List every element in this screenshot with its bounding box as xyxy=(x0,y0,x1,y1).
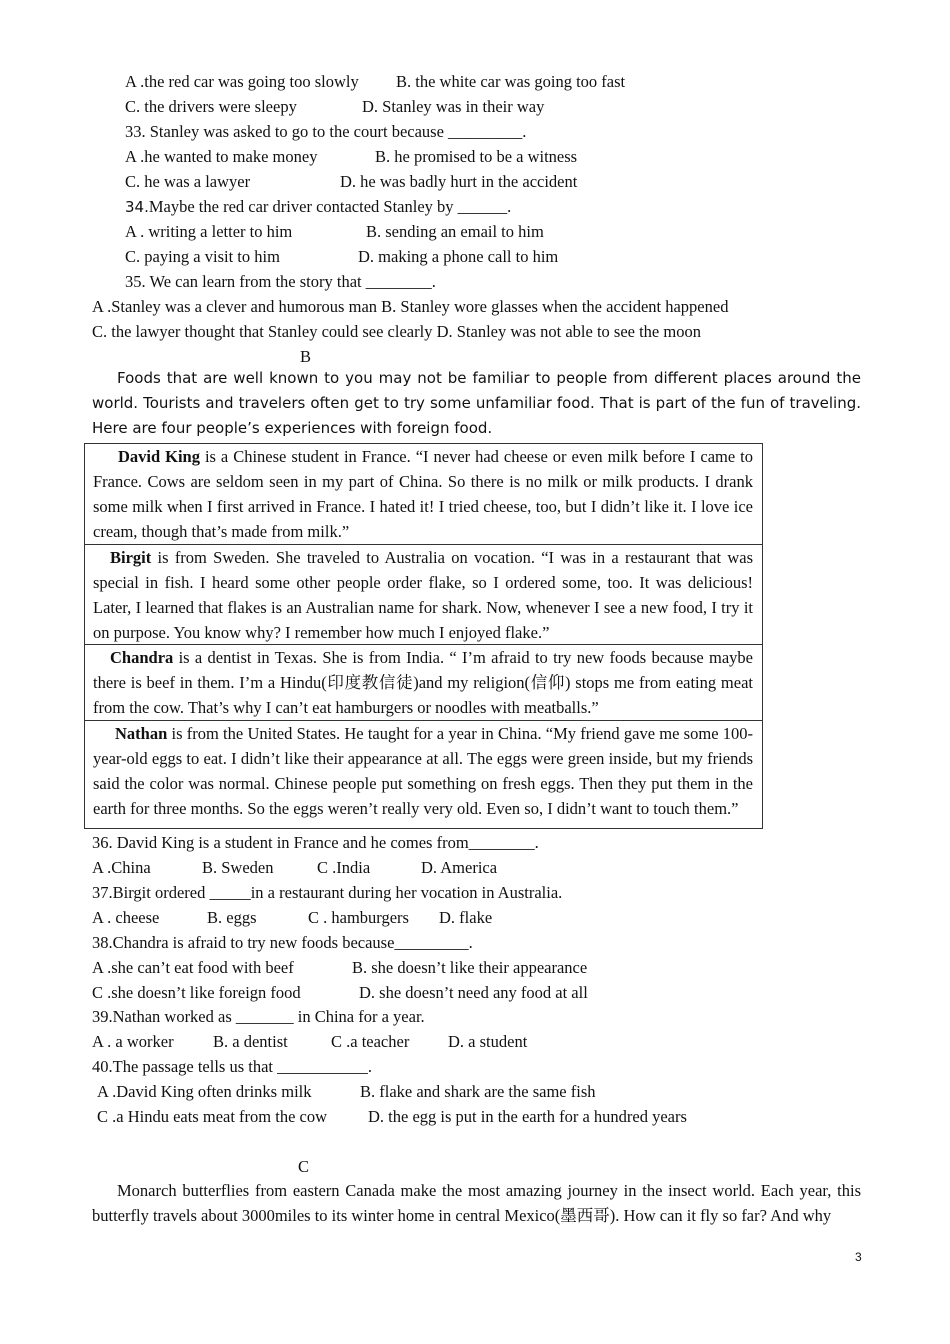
q36-option-b: B. Sweden xyxy=(202,858,274,877)
q37-option-a: A . cheese xyxy=(92,908,160,927)
q33-question: 33. Stanley was asked to go to the court because _________. xyxy=(125,122,527,141)
q39-option-a: A . a worker xyxy=(92,1032,174,1051)
q33-option-b: B. he promised to be a witness xyxy=(375,147,578,166)
section-c-paragraph xyxy=(92,1178,861,1228)
q34-option-a: A . writing a letter to him xyxy=(125,222,293,241)
q32-option-a: A .the red car was going too slowly xyxy=(125,72,359,91)
q39-option-c: C .a teacher xyxy=(331,1032,410,1051)
q36-option-c: C .India xyxy=(317,858,371,877)
person-name: Chandra xyxy=(110,648,174,667)
page-number: 3 xyxy=(855,1250,862,1264)
person-text: is a Chinese student in France. “I never had cheese or even milk before I came to France. Cows are seldom seen in my part of China. So there is no milk or milk products. I drank some milk when I first arrived in France. I hated it! I tried cheese, too, but I didn’t like it. I love ice cream, though that’s made from milk.” xyxy=(93,447,753,541)
q34-text: Maybe the red car driver contacted Stanley by ______. xyxy=(148,197,512,216)
q35-options-ab: A .Stanley was a clever and humorous man B. Stanley wore glasses when the accident happened xyxy=(92,297,729,316)
q32-option-b: B. the white car was going too fast xyxy=(396,72,626,91)
q37-question: 37.Birgit ordered _____in a restaurant during her vocation in Australia. xyxy=(92,883,563,902)
q40-question: 40.The passage tells us that ___________. xyxy=(92,1057,373,1076)
q36-option-d: D. America xyxy=(421,858,498,877)
q39-option-b: B. a dentist xyxy=(213,1032,288,1051)
q39-option-d: D. a student xyxy=(448,1032,528,1051)
q34-option-b: B. sending an email to him xyxy=(366,222,544,241)
q40-option-a: A .David King often drinks milk xyxy=(97,1082,312,1101)
q34-number: 34. xyxy=(125,198,149,216)
q37-option-c: C . hamburgers xyxy=(308,908,409,927)
q34-option-d: D. making a phone call to him xyxy=(358,247,559,266)
section-b-intro xyxy=(92,366,861,441)
section-c-heading: C xyxy=(298,1157,310,1176)
person-text: is a dentist in Texas. She is from India. “ I’m afraid to try new foods because maybe there is beef in them. I’m a Hindu(印度教信徒)and my religion(信仰) stops me from eating meat from the cow. That’s why I can’t eat hamburgers or noodles with meatballs.” xyxy=(93,648,753,717)
section-b-intro-text: Foods that are well known to you may not be familiar to people from different places around the world. Tourists and travelers often get to try some unfamiliar food. That is part of the fun of traveling. Here are four people’s experiences with foreign food. xyxy=(92,369,861,437)
q40-option-c: C .a Hindu eats meat from the cow xyxy=(97,1107,328,1126)
experience-birgit xyxy=(85,545,762,645)
experiences-table xyxy=(84,443,763,829)
q33-option-a: A .he wanted to make money xyxy=(125,147,318,166)
person-text: is from the United States. He taught for a year in China. “My friend gave me some 100-year-old eggs to eat. I didn’t like their appearance at all. The eggs were green inside, but my friends said the color was normal. Chinese people put something on fresh eggs. Then they put them in the earth for three months. So the eggs weren’t really very old. Even so, I didn’t want to touch them.” xyxy=(93,724,753,818)
q33-option-d: D. he was badly hurt in the accident xyxy=(340,172,578,191)
experience-chandra xyxy=(85,645,762,721)
person-name: David King xyxy=(118,447,200,466)
q35-options-cd: C. the lawyer thought that Stanley could see clearly D. Stanley was not able to see the moon xyxy=(92,322,701,341)
q34-option-c: C. paying a visit to him xyxy=(125,247,280,266)
q39-question: 39.Nathan worked as _______ in China for a year. xyxy=(92,1007,425,1026)
person-name: Birgit xyxy=(110,548,152,567)
q36-question: 36. David King is a student in France and he comes from________. xyxy=(92,833,539,852)
q32-option-c: C. the drivers were sleepy xyxy=(125,97,297,116)
experience-david-king xyxy=(85,444,762,545)
person-name: Nathan xyxy=(115,724,168,743)
q40-option-d: D. the egg is put in the earth for a hundred years xyxy=(368,1107,687,1126)
q37-option-b: B. eggs xyxy=(207,908,257,927)
section-b-heading: B xyxy=(300,347,312,366)
experience-nathan xyxy=(85,721,762,828)
q38-option-b: B. she doesn’t like their appearance xyxy=(352,958,588,977)
q36-option-a: A .China xyxy=(92,858,151,877)
q38-option-a: A .she can’t eat food with beef xyxy=(92,958,294,977)
q32-option-d: D. Stanley was in their way xyxy=(362,97,545,116)
q38-option-d: D. she doesn’t need any food at all xyxy=(359,983,588,1002)
q37-option-d: D. flake xyxy=(439,908,493,927)
q38-question: 38.Chandra is afraid to try new foods because_________. xyxy=(92,933,473,952)
q38-option-c: C .she doesn’t like foreign food xyxy=(92,983,301,1002)
q33-option-c: C. he was a lawyer xyxy=(125,172,251,191)
q34-question xyxy=(125,197,511,217)
person-text: is from Sweden. She traveled to Australia on vocation. “I was in a restaurant that was special in fish. I heard some other people order flake, so I ordered some, too. It was delicious! Later, I learned that flakes is an Australian name for shark. Now, whenever I see a new food, I try it on purpose. You know why? I remember how much I enjoyed flake.” xyxy=(93,548,753,642)
q35-question: 35. We can learn from the story that ________. xyxy=(125,272,436,291)
q40-option-b: B. flake and shark are the same fish xyxy=(360,1082,596,1101)
section-c-text: Monarch butterflies from eastern Canada make the most amazing journey in the insect world. Each year, this butterfly travels about 3000miles to its winter home in central Mexico(墨西哥). How can it fly so far? And why xyxy=(92,1181,861,1225)
